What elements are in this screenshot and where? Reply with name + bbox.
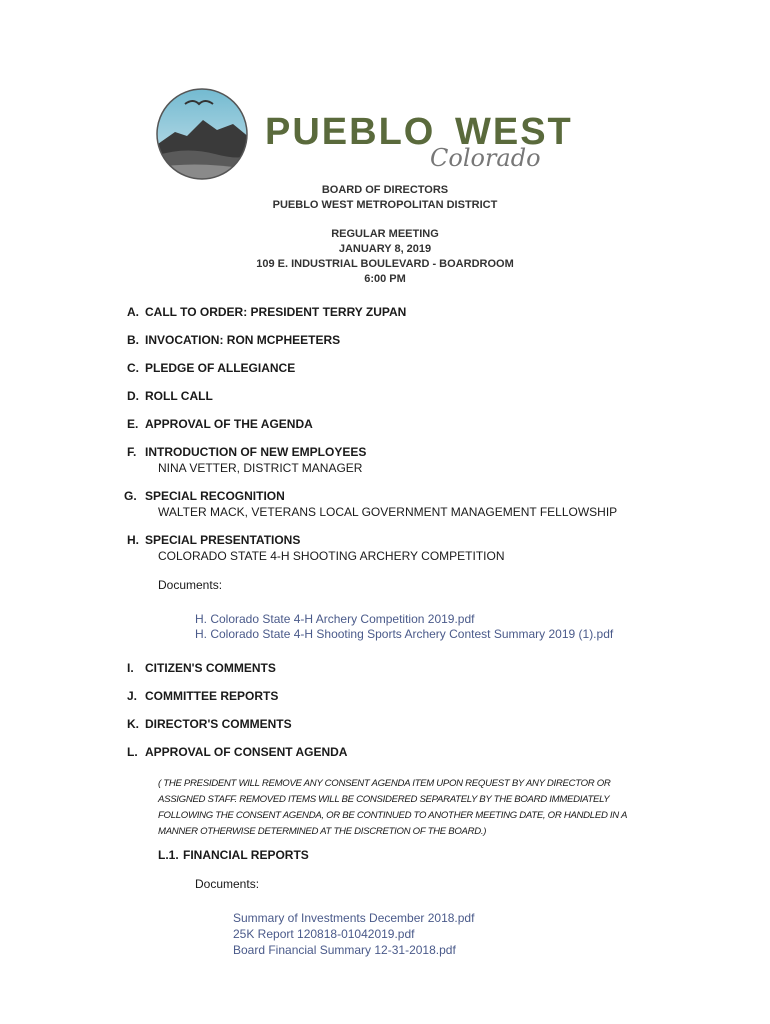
agenda-item-c: C. PLEDGE OF ALLEGIANCE [127, 361, 296, 375]
agenda-item-d: D. ROLL CALL [127, 389, 213, 403]
agenda-item-f-detail: NINA VETTER, DISTRICT MANAGER [158, 461, 363, 475]
header-meeting-type: REGULAR MEETING [331, 228, 439, 240]
agenda-item-i: I. CITIZEN'S COMMENTS [127, 661, 276, 675]
documents-label-l1: Documents: [195, 877, 260, 891]
document-link[interactable]: Board Financial Summary 12-31-2018.pdf [233, 943, 456, 957]
header-location: 109 E. INDUSTRIAL BOULEVARD - BOARDROOM [256, 258, 514, 270]
agenda-subitem-l1: L.1. FINANCIAL REPORTS [158, 848, 309, 862]
document-link[interactable]: 25K Report 120818-01042019.pdf [233, 927, 415, 941]
document-link[interactable]: Summary of Investments December 2018.pdf [233, 911, 475, 925]
header-date: JANUARY 8, 2019 [338, 243, 432, 255]
note-line: MANNER OTHERWISE DETERMINED AT THE DISCRETION OF THE BOARD.) [158, 826, 487, 837]
header-board: BOARD OF DIRECTORS [321, 184, 449, 196]
pueblo-west-logo [155, 84, 605, 184]
agenda-item-h-detail: COLORADO STATE 4-H SHOOTING ARCHERY COMPETITION [158, 549, 505, 563]
logo-emblem [155, 84, 255, 184]
consent-agenda-note [158, 776, 658, 840]
agenda-item-e: E. APPROVAL OF THE AGENDA [127, 417, 313, 431]
header-time: 6:00 PM [364, 273, 406, 285]
agenda-item-j: J. COMMITTEE REPORTS [127, 689, 279, 703]
document-link[interactable]: H. Colorado State 4-H Shooting Sports Archery Contest Summary 2019 (1).pdf [195, 627, 614, 641]
agenda-item-l: L. APPROVAL OF CONSENT AGENDA [127, 745, 348, 759]
agenda-item-g: G. SPECIAL RECOGNITION [124, 489, 285, 503]
header-district: PUEBLO WEST METROPOLITAN DISTRICT [272, 199, 498, 211]
logo-script-colorado: Colorado [430, 144, 541, 172]
note-line: ASSIGNED STAFF. REMOVED ITEMS WILL BE CONSIDERED SEPARATELY BY THE BOARD IMMEDIATELY [158, 794, 610, 805]
agenda-item-f: F. INTRODUCTION OF NEW EMPLOYEES [127, 445, 367, 459]
agenda-item-k: K. DIRECTOR'S COMMENTS [127, 717, 292, 731]
document-link[interactable]: H. Colorado State 4-H Archery Competition 2019.pdf [195, 612, 475, 626]
logo-word-west: WEST [455, 111, 573, 153]
agenda-item-g-detail: WALTER MACK, VETERANS LOCAL GOVERNMENT MANAGEMENT FELLOWSHIP [158, 505, 618, 519]
agenda-item-b: B. INVOCATION: RON MCPHEETERS [127, 333, 341, 347]
note-line: FOLLOWING THE CONSENT AGENDA, OR BE CONTINUED TO ANOTHER MEETING DATE, OR HANDLED IN A [158, 810, 628, 821]
agenda-item-h: H. SPECIAL PRESENTATIONS [127, 533, 301, 547]
agenda-item-a: A. CALL TO ORDER: PRESIDENT TERRY ZUPAN [127, 305, 407, 319]
logo-word-pueblo: PUEBLO [265, 111, 436, 153]
note-line: ( THE PRESIDENT WILL REMOVE ANY CONSENT AGENDA ITEM UPON REQUEST BY ANY DIRECTOR OR [158, 778, 611, 789]
documents-label-h: Documents: [158, 578, 223, 592]
